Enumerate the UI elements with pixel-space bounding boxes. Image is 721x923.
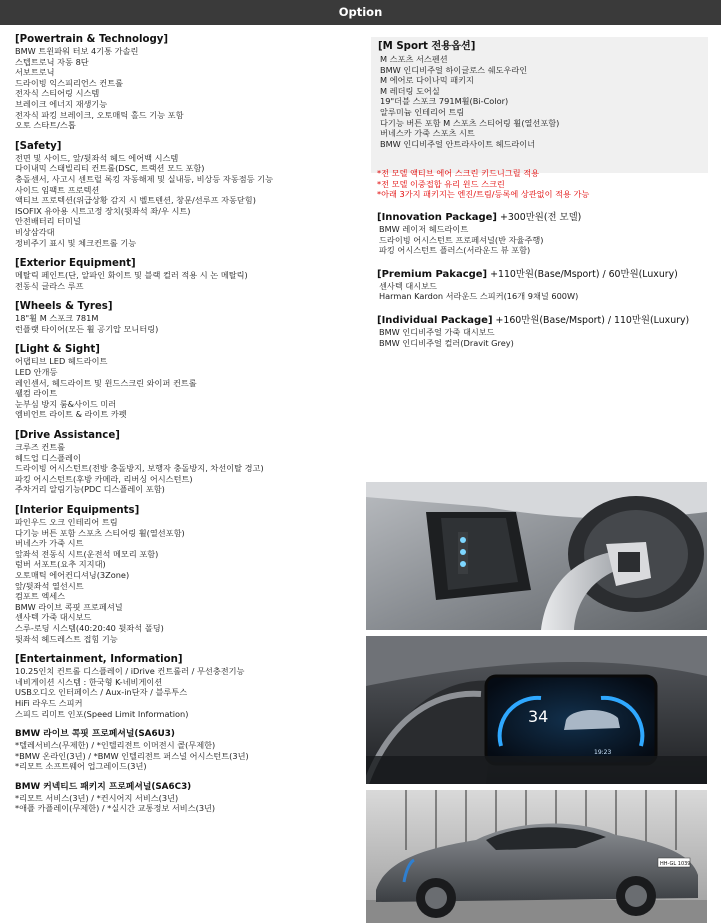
msport-options-box (371, 37, 708, 173)
option-item: 웰컴 라이트 (15, 388, 58, 399)
section-title: [Exterior Equipment] (15, 258, 136, 270)
option-item: 런플랫 타이어(모든 휠 공기압 모니터링) (15, 323, 159, 334)
option-item: 어댑티브 LED 헤드라이트 (15, 356, 108, 367)
option-item: 드라이빙 익스피리언스 컨트롤 (15, 77, 124, 88)
note-red: *전 모델 이중접합 유리 윈드 스크린 (377, 178, 505, 189)
option-item: 드라이빙 어시스턴트(전방 충돌방지, 보행자 충돌방지, 차선이탈 경고) (15, 463, 264, 474)
option-section (15, 258, 360, 291)
package-section (377, 212, 712, 256)
msport-item: BMW 인디비주얼 하이글로스 쉐도우라인 (380, 64, 528, 75)
subsection-title: BMW 커넥티드 패키지 프로페셔널(SA6C3) (15, 781, 192, 792)
msport-title: [M Sport 전용옵션] (378, 41, 476, 52)
package-section (377, 315, 712, 348)
package-item: BMW 인디비주얼 가죽 대시보드 (379, 326, 495, 337)
option-section (15, 430, 360, 495)
option-item: 10.25인치 컨트롤 디스플레이 / iDrive 컨트롤러 / 무선충전기능 (15, 666, 245, 677)
package-price: +110만원(Base/Msport) / 60만원(Luxury) (487, 268, 678, 280)
dashboard-clock: 19:23 (594, 749, 612, 756)
package-section (377, 269, 712, 302)
msport-item: M 에어로 다이나믹 패키지 (380, 75, 474, 86)
section-title: [Safety] (15, 140, 62, 152)
package-item: Harman Kardon 서라운드 스피커(16개 9채널 600W) (379, 291, 579, 302)
option-item: 안전배터리 터미널 (15, 216, 81, 227)
option-item: 스텝트로닉 자동 8단 (15, 56, 89, 67)
option-item: 사이드 임팩트 프로텍션 (15, 184, 100, 195)
option-item: 전자식 스티어링 시스템 (15, 88, 100, 99)
msport-item: BMW 인디비주얼 안트라사이트 헤드라이너 (380, 138, 536, 149)
option-item: 스피드 리미트 인포(Speed Limit Information) (15, 708, 189, 719)
option-item: 다기능 버튼 포함 스포츠 스티어링 휠(열선포함) (15, 527, 185, 538)
package-name: [Premium Pakacge] (377, 268, 488, 280)
option-item: 브레이크 에너지 재생기능 (15, 98, 108, 109)
package-price: +160만원(Base/Msport) / 110만원(Luxury) (492, 314, 690, 326)
option-item: 센사텍 가죽 대시보드 (15, 612, 92, 623)
msport-item: 19"더블 스포크 791M휠(Bi-Color) (380, 96, 509, 107)
option-item: 뒷좌석 헤드레스트 접힘 기능 (15, 633, 118, 644)
package-name: [Individual Package] (377, 314, 493, 326)
note-red: *아래 3가지 패키지는 엔진/트림/등록에 상관없이 적용 가능 (377, 189, 590, 200)
msport-item: 버네스카 가죽 스포츠 시트 (380, 128, 475, 139)
option-item: *리모트 서비스(3년) / *컨시어지 서비스(3년) (15, 792, 179, 803)
option-item: 오토매틱 에어컨디셔닝(3Zone) (15, 569, 130, 580)
option-item: 오토 스타트/스톱 (15, 120, 76, 131)
option-item: 컴포트 엑세스 (15, 591, 66, 602)
standard-options-column (15, 34, 360, 824)
option-item: 전동식 글라스 루프 (15, 280, 84, 291)
option-item: 앞좌석 전동식 시트(운전석 메모리 포함) (15, 548, 159, 559)
option-item: 전면 및 사이드, 앞/뒷좌석 헤드 에어백 시스템 (15, 152, 179, 163)
option-item: BMW 라이브 콕핏 프로페셔널 (15, 601, 123, 612)
option-item: HiFi 라우드 스피커 (15, 697, 83, 708)
license-plate: HH-GL 1039 (660, 861, 691, 867)
package-item: 파킹 어시스턴트 플러스(서라운드 뷰 포함) (379, 245, 531, 256)
option-item: 18"휠 M 스포크 781M (15, 313, 99, 324)
option-item: 비상삼각대 (15, 226, 55, 237)
option-item: 메탈릭 페인트(단, 알파인 화이트 및 블랙 컬러 적용 시 논 메탈릭) (15, 270, 248, 281)
charging-port-photo (366, 482, 707, 630)
msport-item: M 스포츠 서스펜션 (380, 54, 448, 64)
option-item: 파인우드 오크 인테리어 트림 (15, 517, 118, 527)
option-item: 럼버 서포트(요추 지지대) (15, 559, 106, 570)
option-item: 앞/뒷좌석 열선시트 (15, 580, 84, 591)
option-section (15, 141, 360, 248)
section-title: [Interior Equipments] (15, 505, 140, 516)
option-item: USB오디오 인터페이스 / Aux-in단자 / 블루투스 (15, 687, 188, 698)
package-item: 센사텍 대시보드 (379, 280, 437, 291)
package-item: 드라이빙 어시스턴트 프로페셔널(반 자율주행) (379, 234, 544, 245)
package-price: +300만원(전 모델) (497, 212, 582, 223)
section-title: [Entertainment, Information] (15, 654, 183, 666)
option-item: 충돌센서, 사고시 센트럴 록킹 자동해제 및 실내등, 비상등 자동점등 기능 (15, 173, 273, 184)
option-item: 버네스카 가죽 시트 (15, 538, 84, 549)
option-item: *텔레서비스(무제한) / *인텔리전트 이머전시 콜(무제한) (15, 740, 216, 751)
section-title: [Wheels & Tyres] (15, 301, 113, 313)
option-item: 크루즈 컨트롤 (15, 442, 66, 453)
page-title: Option (338, 5, 383, 19)
option-item: LED 안개등 (15, 367, 58, 378)
section-title: [Powertrain & Technology] (15, 34, 169, 45)
notes-block (377, 168, 712, 200)
package-title (377, 315, 712, 327)
packages-block (377, 212, 712, 361)
package-item: BMW 레이저 헤드라이트 (379, 224, 469, 234)
option-item: 스루-로딩 시스템(40:20:40 뒷좌석 폴딩) (15, 622, 164, 633)
option-item: 다이내믹 스태빌리티 컨트롤(DSC, 트랙션 모드 포함) (15, 163, 205, 174)
option-item: *리모트 소프트웨어 업그레이드(3년) (15, 761, 147, 772)
msport-item: M 레더링 도어실 (380, 85, 440, 96)
option-item: 서보트로닉 (15, 67, 55, 78)
package-title (377, 212, 712, 224)
option-section (15, 654, 360, 719)
option-section (15, 505, 360, 644)
option-section (15, 34, 360, 131)
option-item: 파킹 어시스턴트(후방 카메라, 리버싱 어시스턴트) (15, 473, 193, 484)
dashboard-speed: 34 (528, 707, 549, 726)
msport-item: 알루미늄 인테리어 트림 (380, 106, 465, 117)
connected-section (15, 729, 360, 772)
option-section (15, 301, 360, 334)
option-item: 레인센서, 헤드라이트 및 윈드스크린 와이퍼 컨트롤 (15, 377, 197, 388)
section-title: [Light & Sight] (15, 344, 100, 356)
option-item: 전자식 파킹 브레이크, 오토매틱 홀드 기능 포함 (15, 109, 184, 120)
option-item: 액티브 프로텍션(위급상황 감지 시 벨트텐션, 창문/선루프 자동닫힘) (15, 195, 256, 206)
option-item: ISOFIX 유아용 시트고정 장치(뒷좌석 좌/우 시트) (15, 205, 191, 216)
note-red: *전 모델 액티브 에어 스크린 키드니그릴 적용 (377, 168, 540, 178)
package-item: BMW 인디비주얼 컬러(Dravit Grey) (379, 337, 514, 348)
package-title (377, 269, 712, 281)
msport-item: 다기능 버튼 포함 M 스포츠 스티어링 휠(열선포함) (380, 117, 560, 128)
option-item: 네비게이션 시스템 : 한국형 K-네비게이션 (15, 676, 163, 687)
dashboard-photo (366, 636, 707, 784)
option-item: BMW 트윈파워 터보 4기통 가솔린 (15, 46, 139, 56)
option-item: 헤드업 디스플레이 (15, 452, 81, 463)
car-photo (366, 790, 707, 923)
subsection-title: BMW 라이브 콕핏 프로페셔널(SA6U3) (15, 729, 175, 740)
option-item: *BMW 온라인(3년) / *BMW 인텔리전트 퍼스널 어시스턴트(3년) (15, 750, 249, 761)
option-item: 정비주기 표시 및 체크컨트롤 기능 (15, 237, 137, 248)
option-section (15, 344, 360, 420)
connected-section (15, 782, 360, 814)
package-name: [Innovation Package] (377, 212, 497, 223)
option-item: *애플 카플레이(무제한) / *실시간 교통정보 서비스(3년) (15, 803, 216, 814)
section-title: [Drive Assistance] (15, 430, 120, 442)
option-item: 엠비언트 라이트 & 라이트 카펫 (15, 409, 127, 420)
option-item: 주차거리 알림기능(PDC 디스플레이 포함) (15, 484, 165, 495)
page-header (0, 0, 721, 25)
option-item: 눈부심 방지 룸&사이드 미러 (15, 398, 117, 409)
